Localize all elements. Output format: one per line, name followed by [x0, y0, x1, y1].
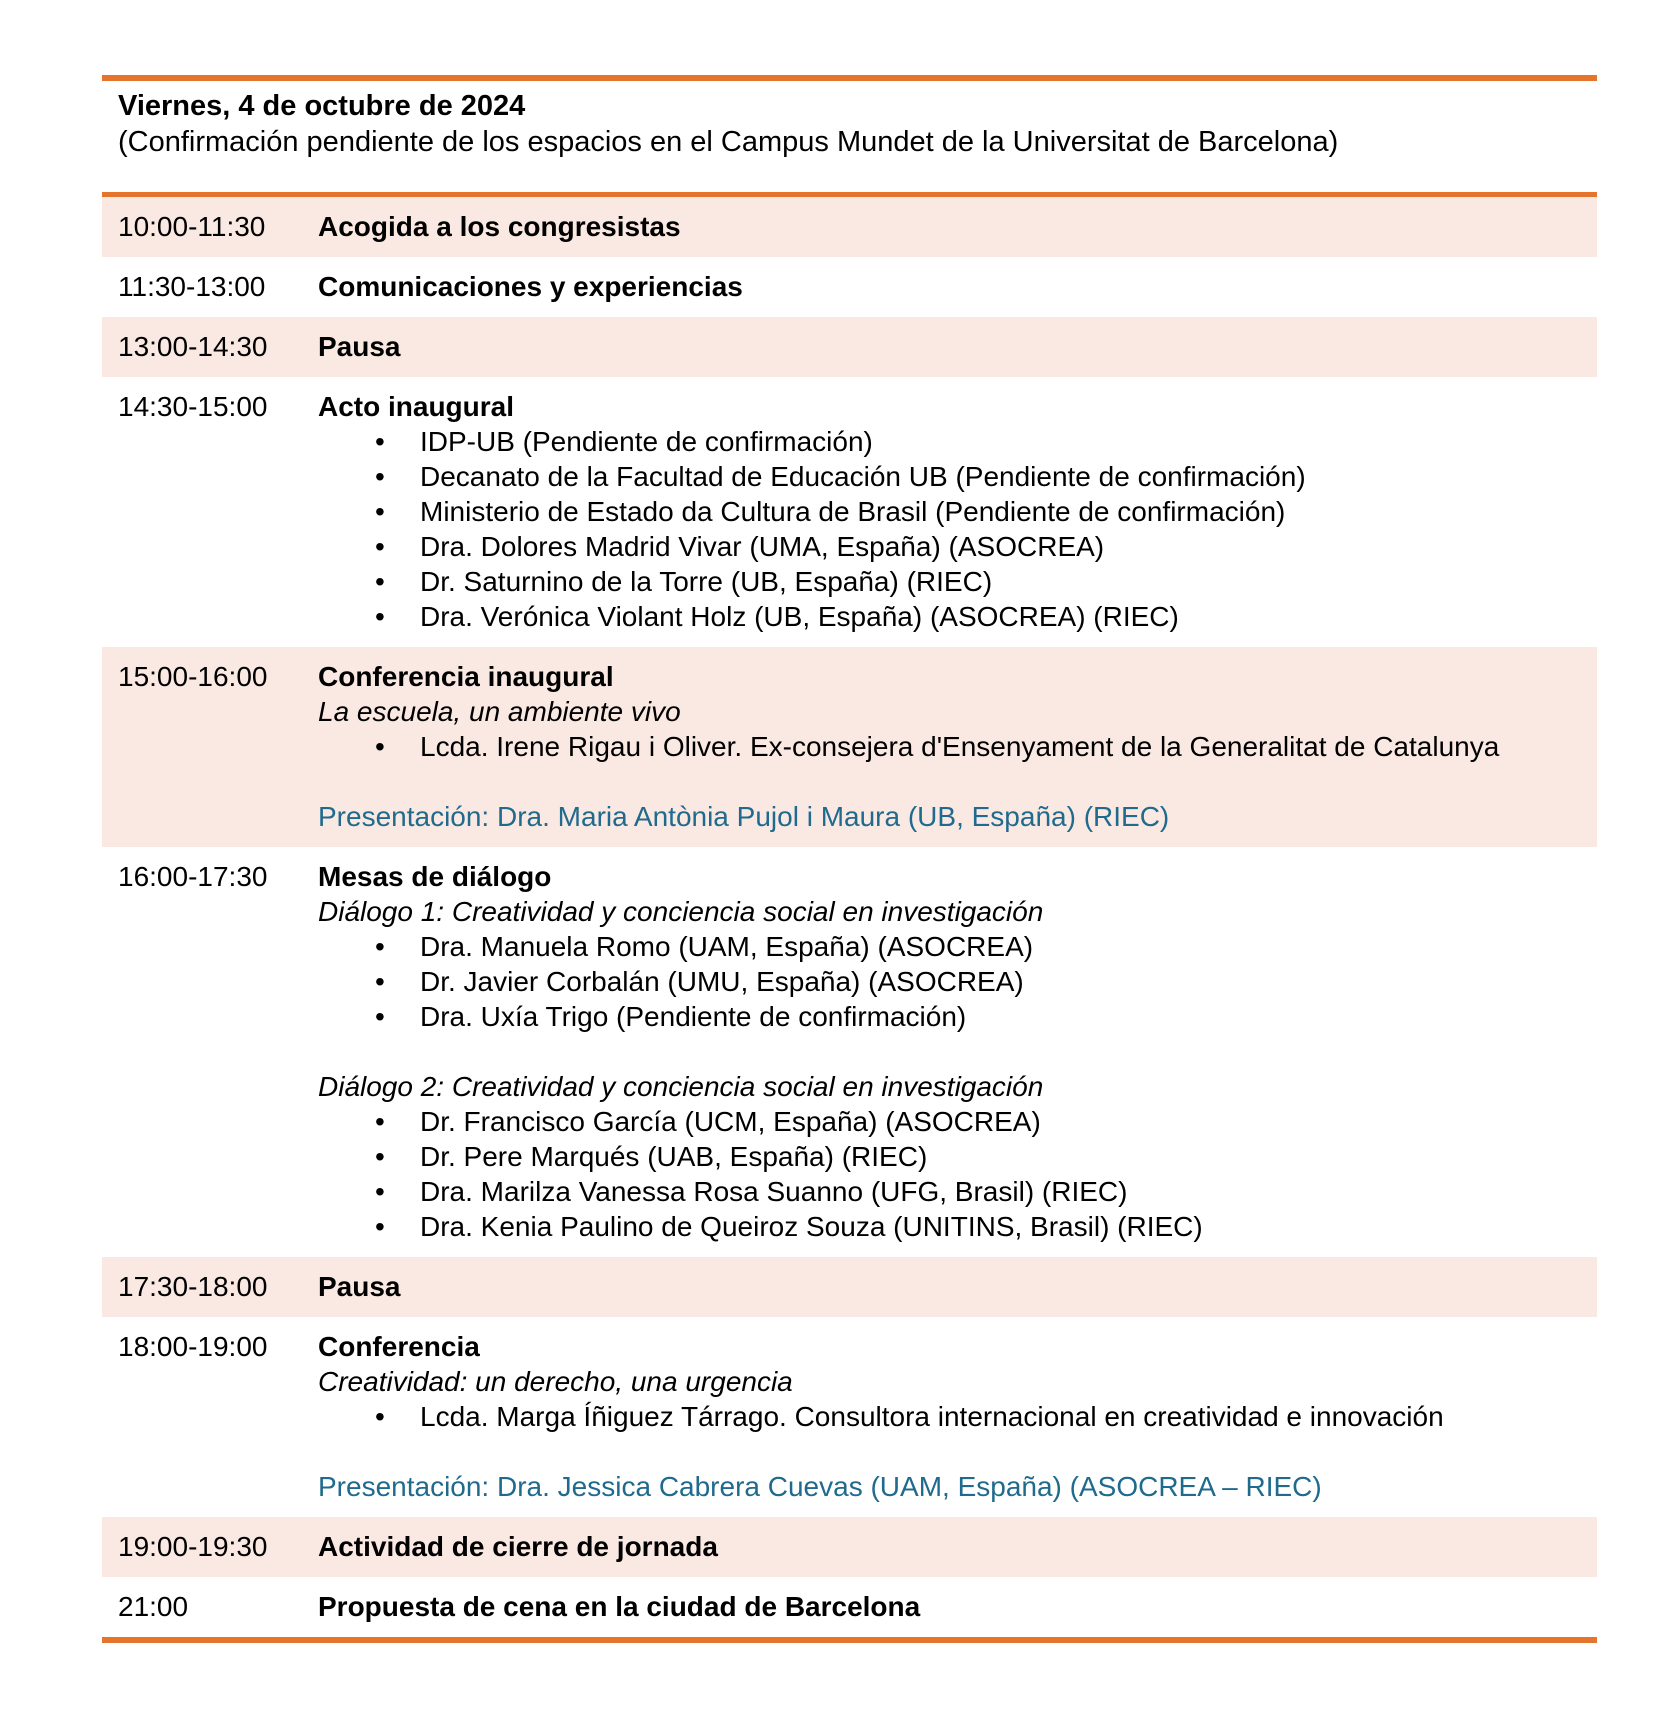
bullet-icon: • [375, 1001, 385, 1032]
session-subtitle: Diálogo 2: Creatividad y conciencia social en investigación [318, 1071, 1044, 1102]
session-title: Propuesta de cena en la ciudad de Barcelona [318, 1591, 921, 1622]
time-slot: 19:00-19:30 [118, 1531, 268, 1562]
participant-item [318, 424, 1573, 459]
participant-item [318, 999, 1573, 1034]
participant-name: Dr. Francisco García (UCM, España) (ASOCREA) [420, 1106, 1041, 1137]
time-slot: 21:00 [118, 1591, 189, 1622]
participant-name: Dra. Kenia Paulino de Queiroz Souza (UNITINS, Brasil) (RIEC) [420, 1211, 1203, 1242]
schedule-row [102, 1257, 1597, 1317]
schedule-row [102, 257, 1597, 317]
session-title: Conferencia [318, 1331, 480, 1362]
participant-item [318, 1104, 1573, 1139]
bullet-icon: • [375, 566, 385, 597]
participant-name: Lcda. Marga Íñiguez Tárrago. Consultora internacional en creatividad e innovación [420, 1401, 1444, 1432]
session-title: Actividad de cierre de jornada [318, 1531, 718, 1562]
schedule-row [102, 1317, 1597, 1517]
participant-name: Dr. Saturnino de la Torre (UB, España) (RIEC) [420, 566, 993, 597]
session-subtitle: Diálogo 1: Creatividad y conciencia social en investigación [318, 896, 1044, 927]
time-slot: 18:00-19:00 [118, 1331, 268, 1362]
time-slot: 17:30-18:00 [118, 1271, 268, 1302]
session-title: Pausa [318, 1271, 401, 1302]
session-title: Mesas de diálogo [318, 861, 552, 892]
session-title: Acogida a los congresistas [318, 211, 681, 242]
time-slot: 16:00-17:30 [118, 861, 268, 892]
page-title: Viernes, 4 de octubre de 2024 [118, 90, 526, 122]
schedule-row [102, 1577, 1597, 1637]
participant-name: Dra. Marilza Vanessa Rosa Suanno (UFG, Brasil) (RIEC) [420, 1176, 1128, 1207]
bullet-icon: • [375, 731, 385, 762]
schedule-row [102, 377, 1597, 647]
session-content [300, 1529, 1597, 1564]
session-content [300, 329, 1597, 364]
participant-name: IDP-UB (Pendiente de confirmación) [420, 426, 873, 457]
bullet-icon: • [375, 531, 385, 562]
participant-item [318, 599, 1573, 634]
bullet-icon: • [375, 461, 385, 492]
bullet-icon: • [375, 426, 385, 457]
bullet-icon: • [375, 1176, 385, 1207]
bullet-icon: • [375, 1211, 385, 1242]
participant-item [318, 1139, 1573, 1174]
bullet-icon: • [375, 931, 385, 962]
schedule-row [102, 317, 1597, 377]
session-subtitle: Creatividad: un derecho, una urgencia [318, 1366, 793, 1397]
blank-line [318, 1434, 1573, 1469]
schedule-row [102, 847, 1597, 1257]
time-slot: 11:30-13:00 [118, 271, 266, 302]
presenter-line: Presentación: Dra. Jessica Cabrera Cuevas (UAM, España) (ASOCREA – RIEC) [318, 1471, 1322, 1502]
bullet-icon: • [375, 1106, 385, 1137]
page-subtitle: (Confirmación pendiente de los espacios en el Campus Mundet de la Universitat de Barcelona) [118, 126, 1339, 158]
participant-name: Dra. Verónica Violant Holz (UB, España) (ASOCREA) (RIEC) [420, 601, 1179, 632]
session-title: Pausa [318, 331, 401, 362]
presenter-line: Presentación: Dra. Maria Antònia Pujol i Maura (UB, España) (RIEC) [318, 801, 1170, 832]
participant-name: Decanato de la Facultad de Educación UB (Pendiente de confirmación) [420, 461, 1306, 492]
document-header [102, 81, 1597, 160]
schedule-row [102, 1517, 1597, 1577]
bullet-icon: • [375, 966, 385, 997]
participant-item [318, 1174, 1573, 1209]
participant-name: Dra. Uxía Trigo (Pendiente de confirmación) [420, 1001, 967, 1032]
session-subtitle: La escuela, un ambiente vivo [318, 696, 681, 727]
session-title: Conferencia inaugural [318, 661, 614, 692]
bullet-icon: • [375, 1141, 385, 1172]
time-slot: 15:00-16:00 [118, 661, 268, 692]
session-content [300, 1269, 1597, 1304]
participant-item [318, 459, 1573, 494]
session-title: Comunicaciones y experiencias [318, 271, 743, 302]
participant-item [318, 529, 1573, 564]
session-content [300, 659, 1597, 834]
session-content [300, 269, 1597, 304]
participant-name: Dra. Manuela Romo (UAM, España) (ASOCREA) [420, 931, 1034, 962]
time-slot: 10:00-11:30 [118, 211, 266, 242]
document-content [102, 75, 1597, 1643]
session-content [300, 389, 1597, 634]
participant-name: Ministerio de Estado da Cultura de Brasil (Pendiente de confirmación) [420, 496, 1286, 527]
bullet-icon: • [375, 496, 385, 527]
bullet-icon: • [375, 1401, 385, 1432]
participant-name: Lcda. Irene Rigau i Oliver. Ex-consejera d'Ensenyament de la Generalitat de Catalunya [420, 731, 1500, 762]
participant-name: Dra. Dolores Madrid Vivar (UMA, España) (ASOCREA) [420, 531, 1105, 562]
participant-name: Dr. Pere Marqués (UAB, España) (RIEC) [420, 1141, 928, 1172]
blank-line [318, 764, 1573, 799]
participant-item [318, 964, 1573, 999]
participant-item [318, 1209, 1573, 1244]
participant-item [318, 564, 1573, 599]
session-content [300, 1589, 1597, 1624]
participant-item [318, 494, 1573, 529]
session-title: Acto inaugural [318, 391, 515, 422]
participant-item [318, 1399, 1573, 1434]
session-content [300, 209, 1597, 244]
session-content [300, 1329, 1597, 1504]
participant-name: Dr. Javier Corbalán (UMU, España) (ASOCREA) [420, 966, 1024, 997]
session-content [300, 859, 1597, 1244]
time-slot: 13:00-14:30 [118, 331, 268, 362]
blank-line [318, 1034, 1573, 1069]
schedule-row [102, 197, 1597, 257]
schedule-table [102, 192, 1597, 1643]
bullet-icon: • [375, 601, 385, 632]
schedule-row [102, 647, 1597, 847]
participant-item [318, 729, 1573, 764]
participant-item [318, 929, 1573, 964]
time-slot: 14:30-15:00 [118, 391, 268, 422]
